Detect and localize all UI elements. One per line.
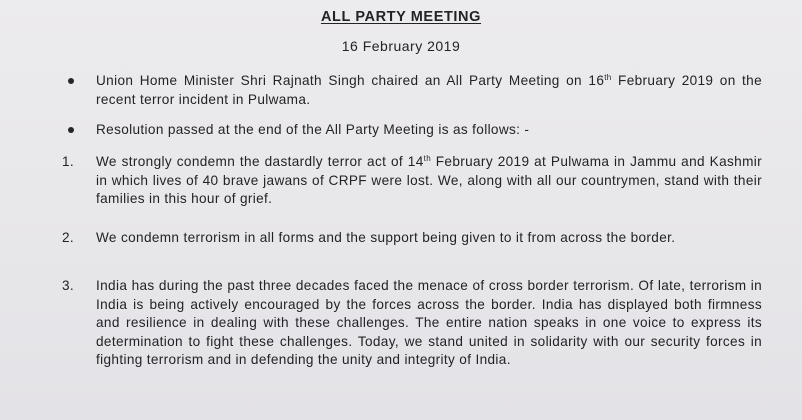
bullet-icon [68, 127, 74, 133]
resolution-number: 3. [62, 278, 75, 293]
document-title: ALL PARTY MEETING [320, 9, 482, 25]
resolution-number: 1. [62, 154, 75, 169]
resolution-number: 2. [62, 230, 75, 245]
resolution-text: We condemn terrorism in all forms and the support being given to it from across the border. [96, 230, 676, 245]
bullet-icon [68, 78, 74, 84]
bullet-text: Resolution passed at the end of the All Party Meeting is as follows: - [96, 122, 530, 137]
meeting-date: 16 February 2019 [341, 38, 461, 54]
bullet-text: Union Home Minister Shri Rajnath Singh chaired an All Party Meeting on 16th February 2019 on the recent terror incident in Pulwama. [96, 73, 762, 107]
resolution-text: India has during the past three decades faced the menace of cross border terrorism. Of late, terrorism in India is being actively encouraged by the forces across the border. India has displayed both firmness and resilience in dealing with these challenges. The entire nation speaks in one voice to express its determination to fight these challenges. Today, we stand united in solidarity with our security forces in fighting terrorism and in defending the unity and integrity of India. [96, 278, 762, 367]
resolution-text: We strongly condemn the dastardly terror act of 14th February 2019 at Pulwama in Jammu and Kashmir in which lives of 40 brave jawans of CRPF were lost. We, along with all our countrymen, stand with their families in this hour of grief. [96, 154, 762, 206]
